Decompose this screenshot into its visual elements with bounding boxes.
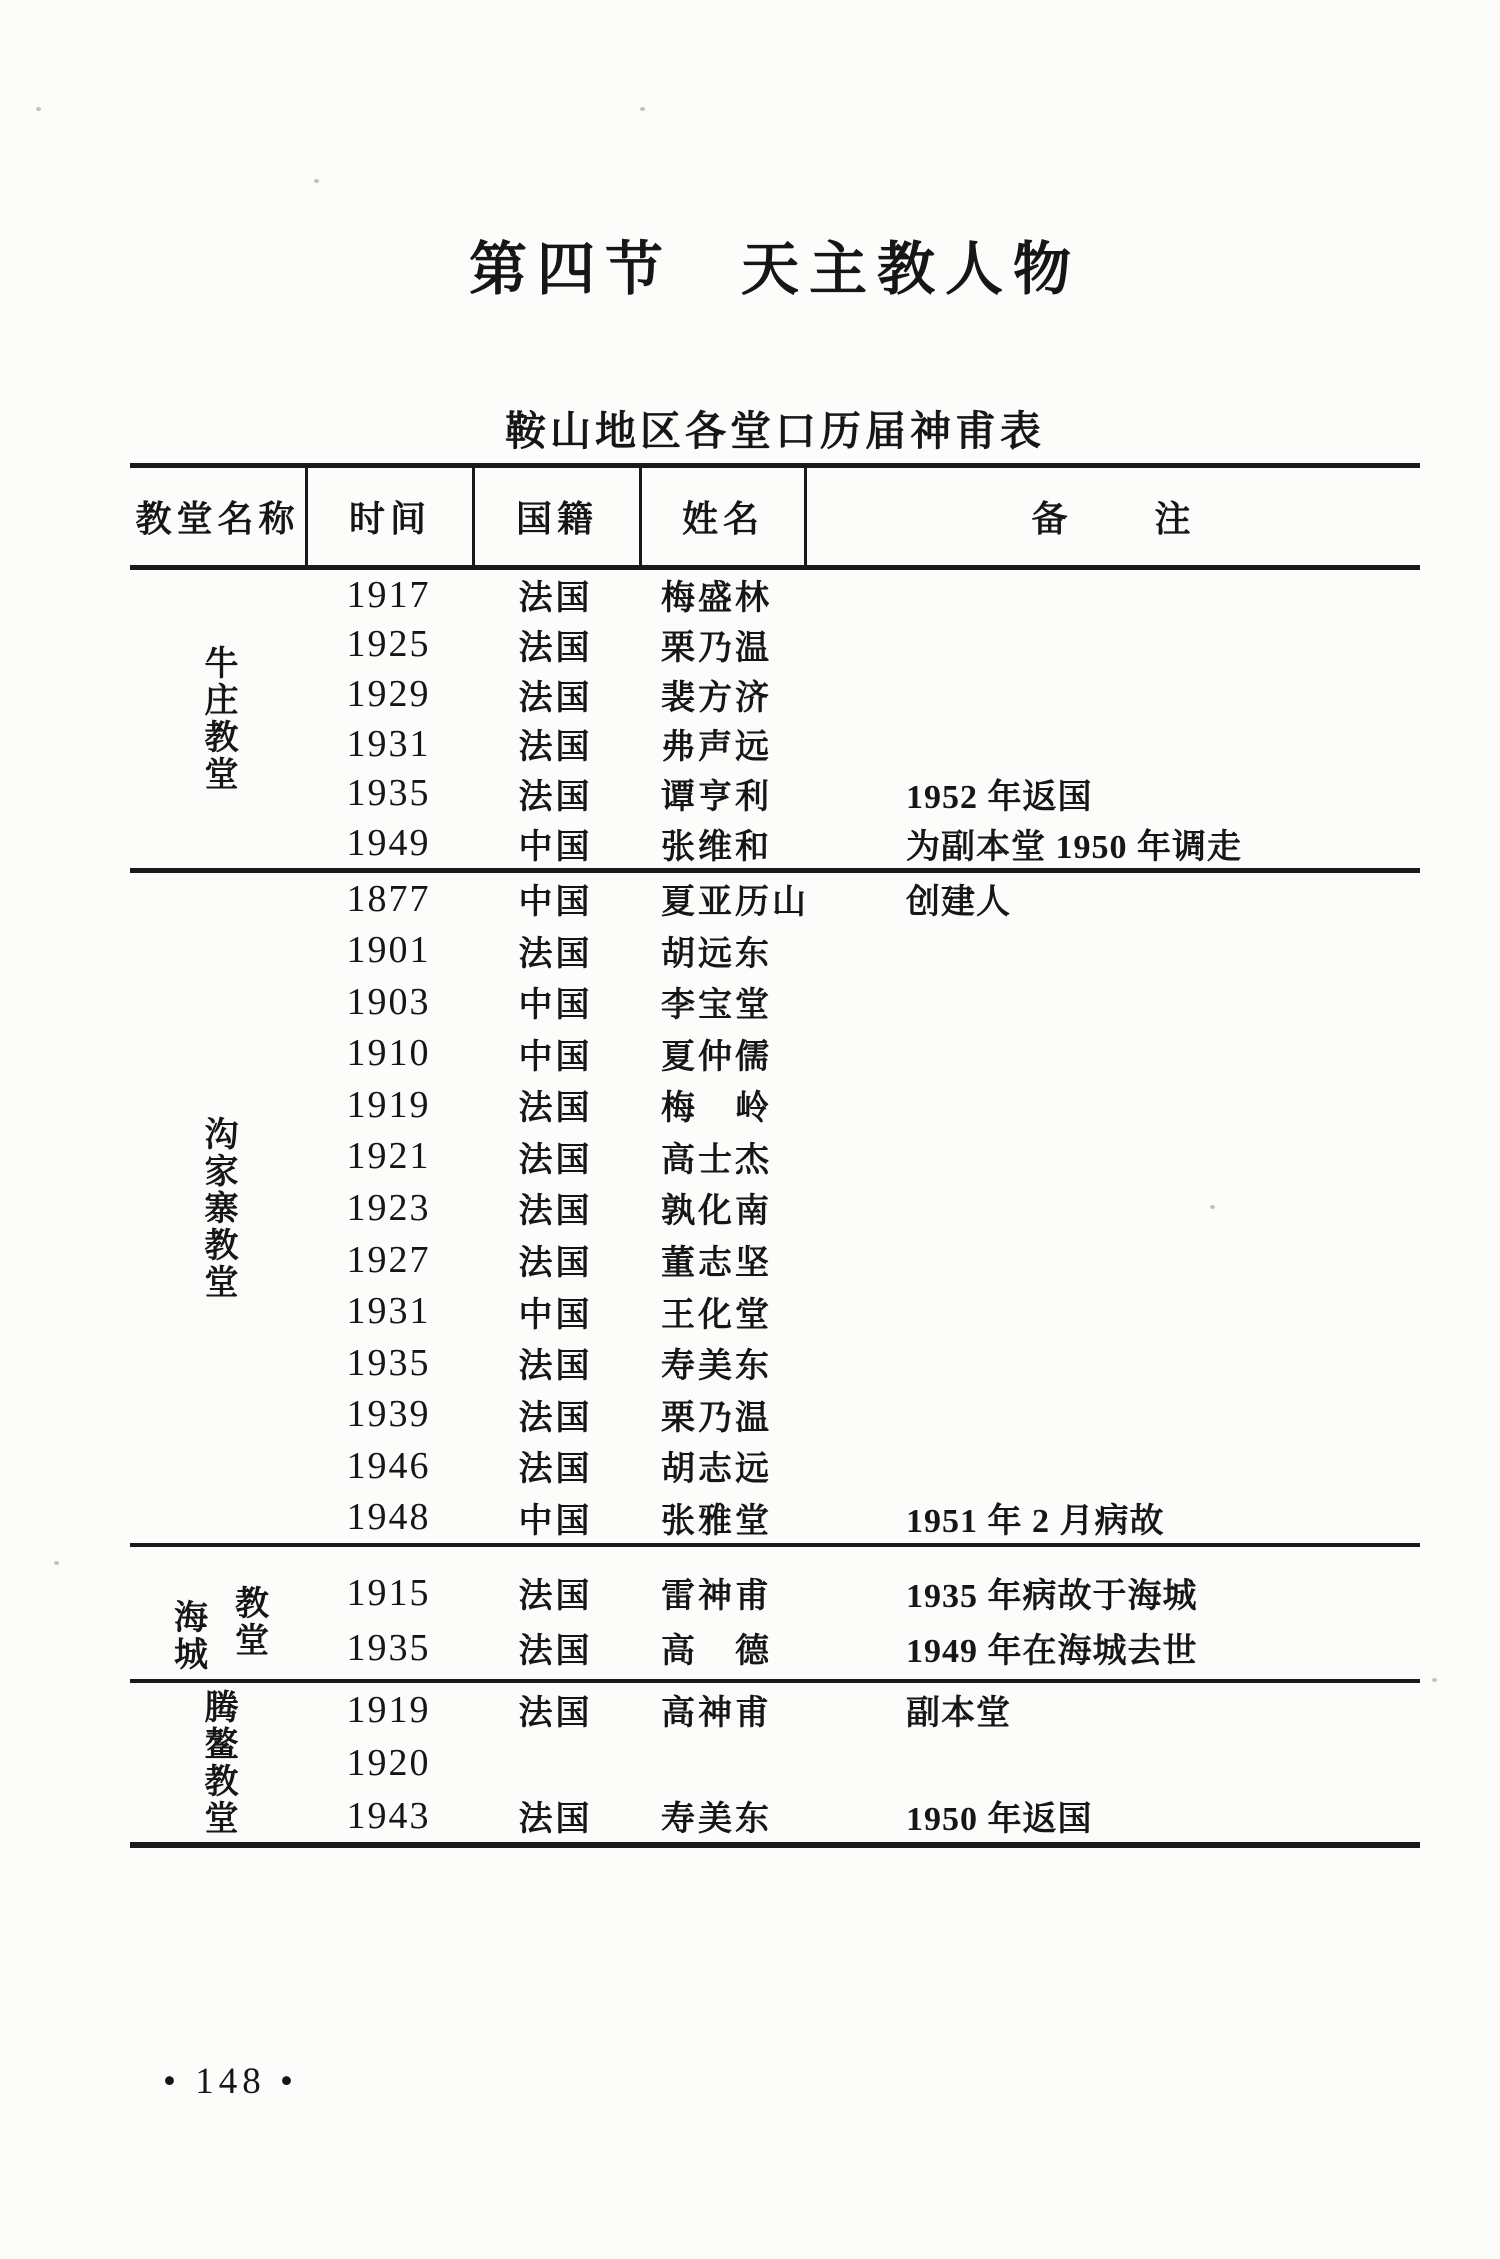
nationality-cell: 中国 xyxy=(518,1296,593,1334)
name-cell: 栗乃温 xyxy=(661,629,772,667)
nationality-cell: 法国 xyxy=(518,629,593,667)
year-cell: 1949 xyxy=(346,822,431,865)
note-cell: 1950 年返国 xyxy=(906,1801,1093,1838)
name-cell: 雷神甫 xyxy=(661,1578,772,1615)
church-label: 沟家寨教堂 xyxy=(199,1115,236,1301)
note-cell: 副本堂 xyxy=(906,1695,1011,1732)
nationality-cell: 法国 xyxy=(518,1193,593,1231)
table-row xyxy=(305,1440,1420,1492)
name-cell: 孰化南 xyxy=(661,1193,772,1231)
year-cell: 1921 xyxy=(346,1135,431,1178)
nationality-cell: 法国 xyxy=(518,935,593,973)
header-church-name: 教堂名称 xyxy=(135,499,300,539)
year-cell: 1877 xyxy=(346,877,431,920)
nationality-cell: 法国 xyxy=(518,1801,593,1838)
scan-artifact xyxy=(36,107,41,111)
year-cell: 1923 xyxy=(346,1186,431,1229)
table-row xyxy=(305,976,1420,1028)
church-group xyxy=(130,1683,1420,1848)
table-row xyxy=(305,1028,1420,1080)
name-cell: 夏仲儒 xyxy=(661,1038,772,1076)
note-cell: 1935 年病故于海城 xyxy=(906,1578,1198,1615)
nationality-cell: 中国 xyxy=(518,1038,593,1076)
name-cell: 夏亚历山 xyxy=(661,884,809,922)
year-cell: 1931 xyxy=(346,722,431,765)
year-cell: 1925 xyxy=(346,623,431,666)
church-label-part: 教堂 xyxy=(229,1585,267,1659)
year-cell: 1920 xyxy=(346,1741,431,1784)
name-cell: 栗乃温 xyxy=(661,1399,772,1437)
scan-artifact xyxy=(54,1561,59,1565)
nationality-cell: 法国 xyxy=(518,1399,593,1437)
table-header-row xyxy=(130,463,1420,570)
table-row xyxy=(305,1079,1420,1131)
table-row xyxy=(305,620,1420,670)
priests-table xyxy=(130,463,1420,1848)
scan-artifact xyxy=(1210,1205,1215,1209)
name-cell: 高士杰 xyxy=(661,1141,772,1179)
table-row xyxy=(305,1182,1420,1234)
header-nationality: 国籍 xyxy=(472,468,639,565)
name-cell: 裴方济 xyxy=(661,679,772,717)
table-row xyxy=(305,1491,1420,1543)
name-cell: 张维和 xyxy=(661,828,772,866)
year-cell: 1946 xyxy=(346,1444,431,1487)
note-cell: 创建人 xyxy=(906,884,1011,922)
year-cell: 1939 xyxy=(346,1393,431,1436)
church-label xyxy=(130,1547,305,1679)
church-rows xyxy=(305,570,1420,868)
year-cell: 1943 xyxy=(346,1794,431,1837)
year-cell: 1919 xyxy=(346,1083,431,1126)
year-cell: 1929 xyxy=(346,673,431,716)
nationality-cell: 法国 xyxy=(518,1695,593,1732)
nationality-cell: 法国 xyxy=(518,729,593,767)
table-row xyxy=(305,769,1420,819)
name-cell: 弗声远 xyxy=(661,729,772,767)
nationality-cell: 法国 xyxy=(518,1578,593,1615)
name-cell: 高神甫 xyxy=(661,1695,772,1732)
year-cell: 1935 xyxy=(346,1626,431,1669)
nationality-cell: 中国 xyxy=(518,987,593,1025)
nationality-cell: 法国 xyxy=(518,1141,593,1179)
nationality-cell: 中国 xyxy=(518,828,593,866)
table-row xyxy=(305,818,1420,868)
table-row xyxy=(305,1285,1420,1337)
church-rows xyxy=(305,1683,1420,1842)
table-row xyxy=(305,1234,1420,1286)
header-name: 姓名 xyxy=(639,468,804,565)
note-cell: 1951 年 2 月病故 xyxy=(906,1502,1165,1540)
church-label: 腾鳌教堂 xyxy=(199,1688,236,1837)
table-row xyxy=(305,1736,1420,1789)
year-cell: 1901 xyxy=(346,929,431,972)
note-cell: 1952 年返国 xyxy=(906,778,1093,816)
year-cell: 1919 xyxy=(346,1688,431,1731)
table-row xyxy=(305,1789,1420,1842)
church-rows xyxy=(305,1547,1420,1679)
table-row xyxy=(305,719,1420,769)
church-label-part: 海城 xyxy=(168,1599,206,1673)
name-cell: 胡志远 xyxy=(661,1451,772,1489)
nationality-cell: 法国 xyxy=(518,778,593,816)
year-cell: 1935 xyxy=(346,772,431,815)
name-cell: 王化堂 xyxy=(661,1296,772,1334)
name-cell: 张雅堂 xyxy=(661,1502,772,1540)
table-title: 鞍山地区各堂口历届神甫表 xyxy=(505,408,1045,454)
nationality-cell: 法国 xyxy=(518,1090,593,1128)
table-row xyxy=(305,1388,1420,1440)
nationality-cell: 法国 xyxy=(518,1633,593,1670)
name-cell: 谭亨利 xyxy=(661,778,772,816)
year-cell: 1931 xyxy=(346,1290,431,1333)
section-title: 第四节 天主教人物 xyxy=(468,237,1081,302)
year-cell: 1927 xyxy=(346,1238,431,1281)
table-row xyxy=(305,570,1420,620)
name-cell: 胡远东 xyxy=(661,935,772,973)
year-cell: 1915 xyxy=(346,1571,431,1614)
name-cell: 寿美东 xyxy=(661,1801,772,1838)
nationality-cell: 法国 xyxy=(518,580,593,618)
name-cell: 寿美东 xyxy=(661,1348,772,1386)
nationality-cell: 中国 xyxy=(518,884,593,922)
year-cell: 1910 xyxy=(346,1032,431,1075)
scan-artifact xyxy=(314,179,319,183)
header-note: 备 注 xyxy=(804,468,1420,565)
table-row xyxy=(305,1620,1420,1675)
nationality-cell: 法国 xyxy=(518,679,593,717)
nationality-cell: 法国 xyxy=(518,1348,593,1386)
table-row xyxy=(305,1131,1420,1183)
page-number: • 148 • xyxy=(163,2061,298,2102)
table-row xyxy=(305,873,1420,925)
nationality-cell: 法国 xyxy=(518,1451,593,1489)
note-cell: 1949 年在海城去世 xyxy=(906,1633,1198,1670)
name-cell: 董志坚 xyxy=(661,1245,772,1283)
name-cell: 李宝堂 xyxy=(661,987,772,1025)
year-cell: 1948 xyxy=(346,1496,431,1539)
table-row xyxy=(305,1337,1420,1389)
note-cell: 为副本堂 1950 年调走 xyxy=(906,828,1242,866)
church-label: 牛庄教堂 xyxy=(199,645,236,793)
scan-artifact xyxy=(1432,1678,1437,1682)
table-row xyxy=(305,1683,1420,1736)
table-row xyxy=(305,1565,1420,1620)
church-group xyxy=(130,1547,1420,1683)
table-row xyxy=(305,669,1420,719)
church-rows xyxy=(305,873,1420,1543)
church-group xyxy=(130,570,1420,873)
header-time: 时间 xyxy=(305,468,472,565)
table-row xyxy=(305,925,1420,977)
name-cell: 高 德 xyxy=(661,1633,772,1670)
name-cell: 梅 岭 xyxy=(661,1090,772,1128)
name-cell: 梅盛林 xyxy=(661,580,772,618)
year-cell: 1917 xyxy=(346,573,431,616)
church-group xyxy=(130,873,1420,1547)
scan-artifact xyxy=(640,107,645,111)
nationality-cell: 中国 xyxy=(518,1502,593,1540)
nationality-cell: 法国 xyxy=(518,1245,593,1283)
table-body xyxy=(130,570,1420,1848)
year-cell: 1903 xyxy=(346,980,431,1023)
year-cell: 1935 xyxy=(346,1341,431,1384)
